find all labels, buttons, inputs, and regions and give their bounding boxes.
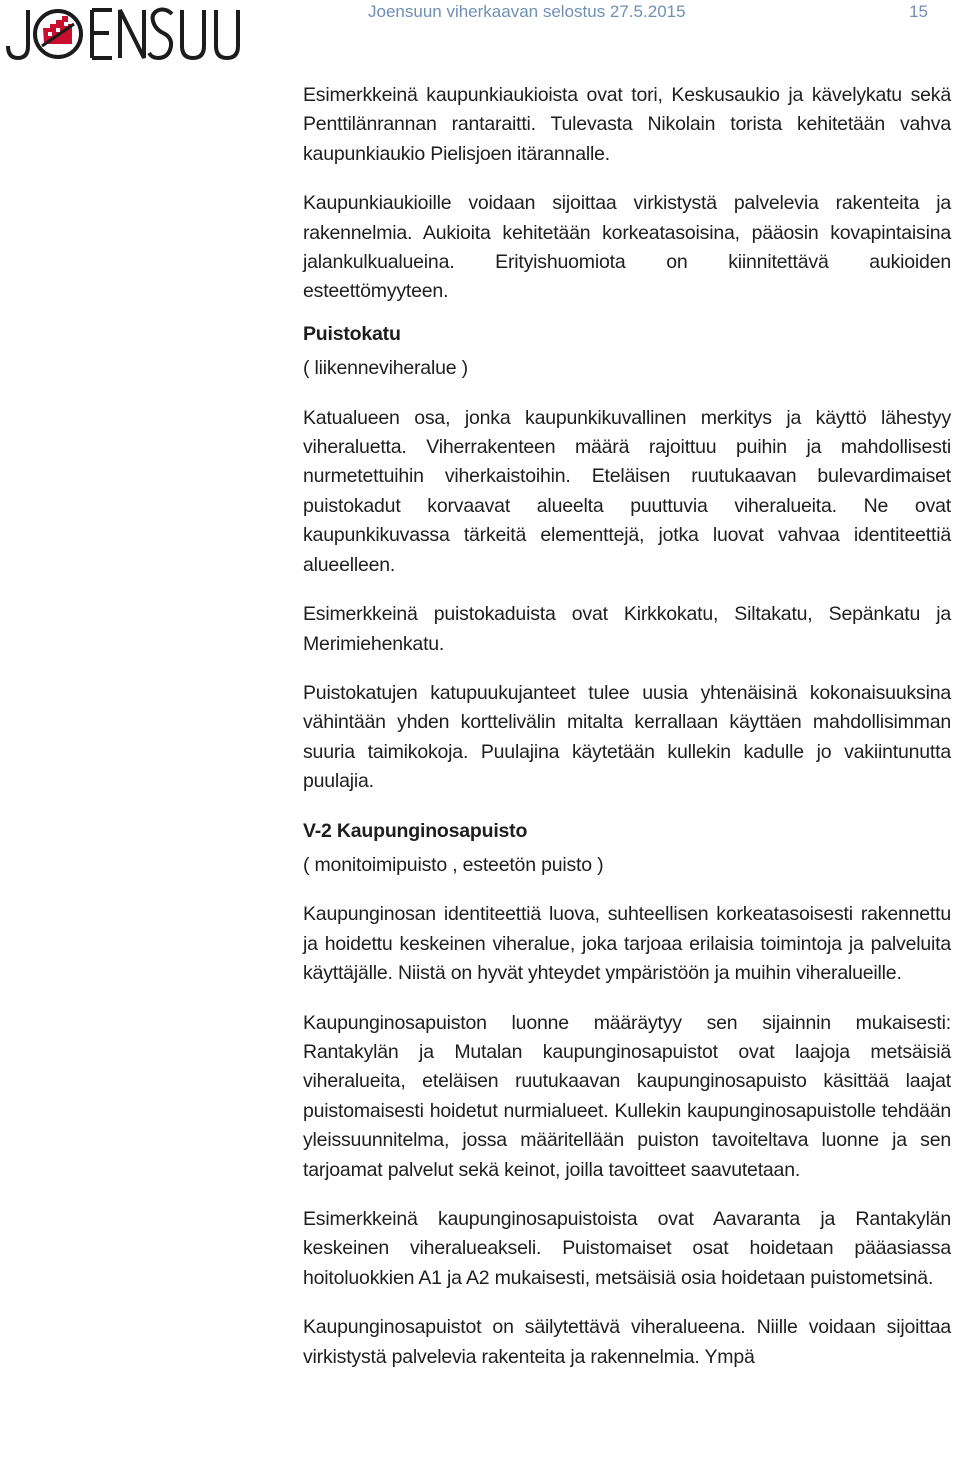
- joensuu-logo: [4, 4, 244, 62]
- city-emblem-icon: [35, 11, 81, 57]
- page-number: 15: [909, 2, 928, 21]
- paragraph: Kaupunginosapuiston luonne määräytyy sen sijainnin mukaisesti: Rantakylän ja Mutalan kaupunginosapuistot ovat laajoja metsäisiä viheralueita, eteläisen ruutukaavan kaupunginosapuisto käsittää laajat puistomaisesti hoidetut nurmialueet. Kullekin kaupunginosapuistolle tehdään yleissuunnitelma, jossa määritellään puiston tavoiteltava luonne ja sen tarjoamat palvelut sekä keinot, joilla tavoitteet saavutetaan.: [303, 1011, 951, 1181]
- paragraph: Kaupunginosan identiteettiä luova, suhteellisen korkeatasoisesti rakennettu ja hoidettu keskeinen viheralue, joka tarjoaa erilaisia toimintoja ja palveluita käyttäjälle. Niistä on hyvät yhteydet ympäristöön ja muihin viheralueille.: [303, 903, 951, 985]
- section-heading-kaupunginosapuisto: V-2 Kaupunginosapuisto: [303, 819, 528, 842]
- section-subtitle: ( monitoimipuisto , esteetön puisto ): [303, 853, 604, 876]
- paragraph: Kaupunginosapuistot on säilytettävä viheralueena. Niille voidaan sijoittaa virkistystä palvelevia rakenteita ja rakennelmia. Ympä: [303, 1316, 951, 1368]
- paragraph: Kaupunkiaukioille voidaan sijoittaa virkistystä palvelevia rakenteita ja rakennelmia. Aukioita kehitetään korkeatasoisina, pääosin kovapintaisina jalankulkualueina. Erityishuomiota on kiinnitettävä aukioiden esteettömyyteen.: [303, 192, 951, 303]
- section-heading-puistokatu: Puistokatu: [303, 322, 401, 345]
- document-header-title: Joensuun viherkaavan selostus 27.5.2015: [368, 2, 686, 21]
- paragraph: Esimerkkeinä kaupunkiaukioista ovat tori, Keskusaukio ja kävelykatu sekä Penttilänrannan rantaraitti. Tulevasta Nikolain torista kehitetään vahva kaupunkiaukio Pielisjoen itärannalle.: [303, 84, 951, 165]
- paragraph: Esimerkkeinä puistokaduista ovat Kirkkokatu, Siltakatu, Sepänkatu ja Merimiehenkatu.: [303, 603, 951, 655]
- paragraph: Puistokatujen katupuukujanteet tulee uusia yhtenäisinä kokonaisuuksina vähintään yhden korttelivälin mitalta kerrallaan käyttäen mahdollisimman suuria taimikokoja. Puulajina käytetään kullekin kadulle jo vakiintunutta puulajia.: [303, 681, 951, 793]
- paragraph: Esimerkkeinä kaupunginosapuistoista ovat Aavaranta ja Rantakylän keskeinen viheralueakseli. Puistomaiset osat hoidetaan pääasiassa hoitoluokkien A1 ja A2 mukaisesti, metsäisiä osia hoidetaan puistometsinä.: [303, 1208, 951, 1289]
- paragraph: Katualueen osa, jonka kaupunkikuvallinen merkitys ja käyttö lähestyy viheraluetta. Viherrakenteen määrä rajoittuu puihin ja mahdollisesti nurmetettuihin viherkaistoihin. Eteläisen ruutukaavan bulevardimaiset puistokadut korvaavat alueelta puuttuvia viheralueita. Ne ovat kaupunkikuvassa tärkeitä elementtejä, jotka luovat vahvaa identiteettiä alueelleen.: [303, 406, 951, 576]
- section-subtitle: ( liikenneviheralue ): [303, 357, 468, 380]
- document-body: [303, 81, 951, 1392]
